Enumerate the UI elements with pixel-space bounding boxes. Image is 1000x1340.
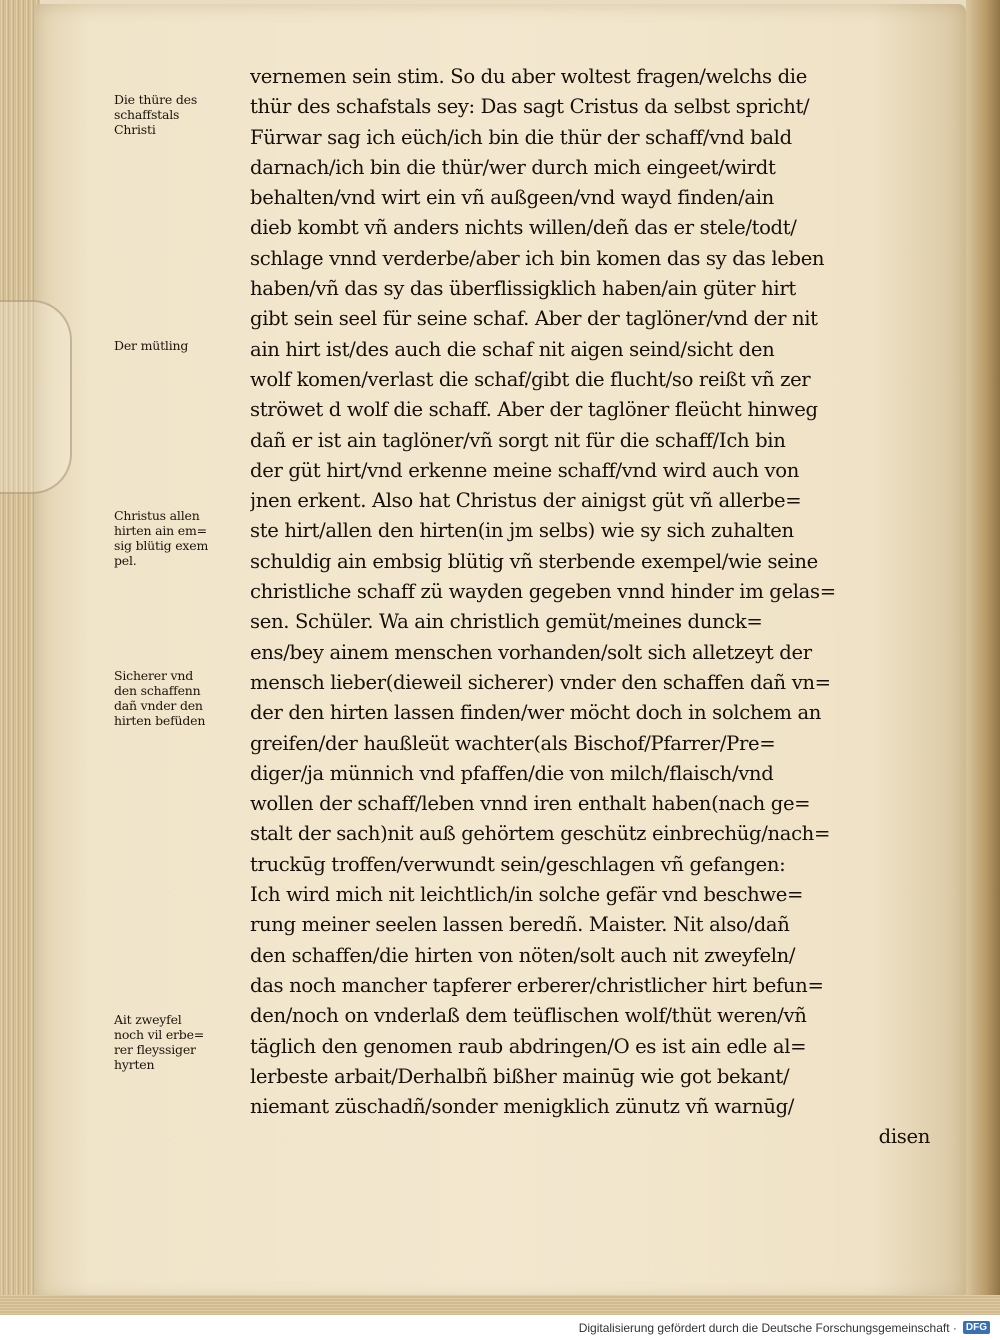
text-line: niemant züschadñ/sonder menigklich zünutz vñ warnūg/ [250,1095,795,1119]
text-line: truckūg troffen/verwundt sein/geschlagen vñ gefangen: [250,852,786,876]
text-line: lerbeste arbait/Derhalbñ bißher mainūg wie got bekant/ [250,1064,790,1088]
text-line: dañ er ist ain taglöner/vñ sorgt nit für die schaff/Ich bin [250,428,786,452]
text-line: dieb kombt vñ anders nichts willen/deñ das er stele/todt/ [250,216,797,240]
text-line: Fürwar sag ich eüch/ich bin die thür der schaff/vnd bald [250,125,792,149]
text-line: schuldig ain embsig blütig vñ sterbende exempel/wie seine [250,549,818,573]
text-line: der güt hirt/vnd erkenne meine schaff/vnd wird auch von [250,458,799,482]
margin-note-sicherer: Sicherer vnd den schaffenn dañ vnder den hirten befüden [114,668,206,728]
margin-note-zweyfel: Ait zweyfel noch vil erbe= rer fleyssiger hyrten [114,1012,205,1072]
clip-imprint [0,300,72,494]
text-line: der den hirten lassen finden/wer möcht doch in solchem an [250,701,822,725]
text-line: stalt der sach)nit auß gehörtem geschütz einbrechüg/nach= [250,822,831,846]
text-line: gibt sein seel für seine schaf. Aber der taglöner/vnd der nit [250,307,818,331]
text-line: sen. Schüler. Wa ain christlich gemüt/meines dunck= [250,610,763,634]
text-line: täglich den genomen raub abdringen/O es ist ain edle al= [250,1034,807,1058]
text-line: das noch mancher tapferer erberer/christlicher hirt befun= [250,973,824,997]
text-line: jnen erkent. Also hat Christus der ainigst güt vñ allerbe= [250,489,802,513]
margin-note-muetling: Der mütling [114,338,189,353]
dfg-logo: DFG [963,1321,990,1334]
page-edges-bottom [0,1295,1000,1315]
body-text [250,62,940,1153]
footer-credit: Digitalisierung gefördert durch die Deutsche Forschungsgemeinschaft · [578,1320,957,1335]
text-line: rung meiner seelen lassen beredñ. Maister. Nit also/dañ [250,913,790,937]
text-line: mensch lieber(dieweil sicherer) vnder den schaffen dañ vn= [250,670,831,694]
text-line: diger/ja münnich vnd pfaffen/die von milch/flaisch/vnd [250,761,774,785]
text-line: Ich wird mich nit leichtlich/in solche gefär vnd beschwe= [250,883,804,907]
text-line: ste hirt/allen den hirten(in jm selbs) wie sy sich zuhalten [250,519,794,543]
text-line: ain hirt ist/des auch die schaf nit aigen seind/sicht den [250,337,775,361]
margin-note-thuere: Die thüre des schaffstals Christi [114,92,198,137]
text-line: schlage vnnd verderbe/aber ich bin komen das sy das leben [250,246,825,270]
footer-bar [0,1315,1000,1340]
text-line: disen [878,1125,930,1149]
text-line: darnach/ich bin die thür/wer durch mich eingeet/wirdt [250,155,776,179]
text-line: ens/bey ainem menschen vorhanden/solt sich alletzeyt der [250,640,812,664]
text-line: den/noch on vnderlaß dem teüflischen wolf/thüt weren/vñ [250,1004,807,1028]
text-line: den schaffen/die hirten von nöten/solt auch nit zweyfeln/ [250,943,796,967]
book-spine-shadow [966,0,1000,1315]
text-line: vernemen sein stim. So du aber woltest fragen/welchs die [250,65,807,88]
text-line: wollen der schaff/leben vnnd iren enthalt haben(nach ge= [250,792,811,816]
text-line: wolf komen/verlast die schaf/gibt die flucht/so reißt vñ zer [250,367,811,391]
text-line: behalten/vnd wirt ein vñ außgeen/vnd wayd finden/ain [250,186,774,210]
text-line: ströwet d wolf die schaff. Aber der taglöner fleücht hinweg [250,398,818,422]
margin-note-christus: Christus allen hirten ain em= sig blütig exem pel. [114,508,209,568]
text-line: thür des schafstals sey: Das sagt Cristus da selbst spricht/ [250,95,810,119]
text-line: christliche schaff zü wayden gegeben vnnd hinder im gelas= [250,580,836,604]
text-line: haben/vñ das sy das überflissigklich haben/ain güter hirt [250,277,796,301]
text-line: greifen/der haußleüt wachter(als Bischof/Pfarrer/Pre= [250,731,776,755]
